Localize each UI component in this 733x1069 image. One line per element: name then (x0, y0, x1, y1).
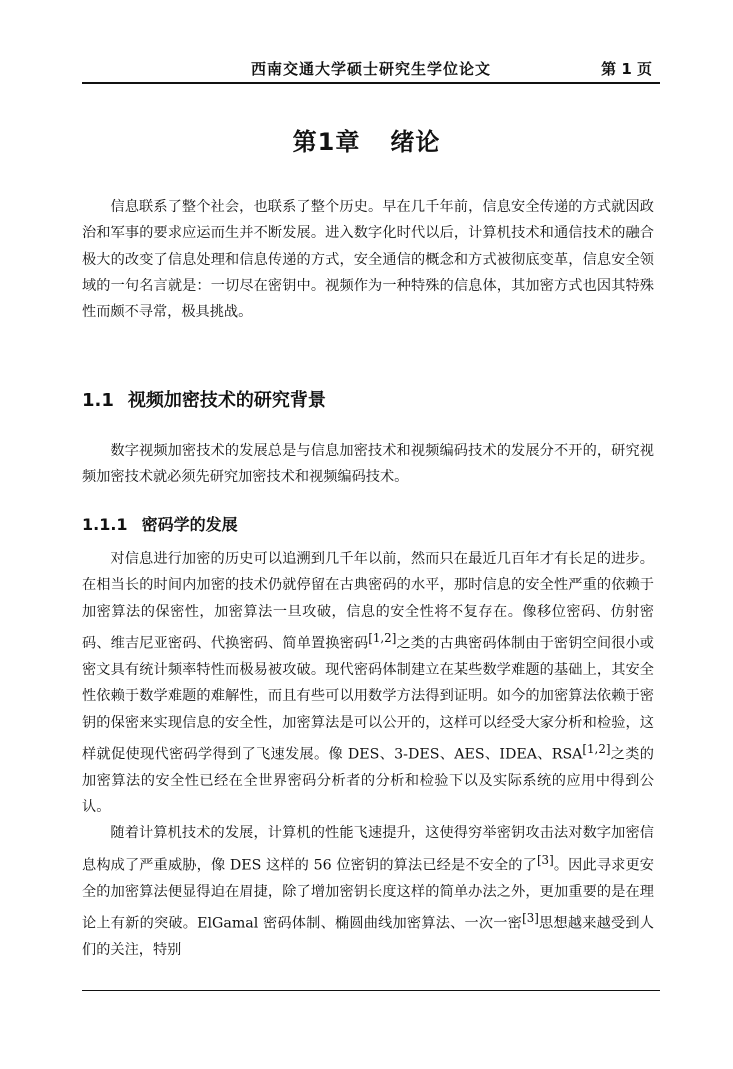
section-1-1-paragraph: 数字视频加密技术的发展总是与信息加密技术和视频编码技术的发展分不开的，研究视频加密技术就必须先研究加密技术和视频编码技术。 (82, 443, 654, 486)
chapter-number: 第1章 (292, 128, 361, 156)
paragraph-1-text-a: 对信息进行加密的历史可以追溯到几千年以前，然而只在最近几百年才有长足的进步。在相当长的时间内加密的技术仍就停留在古典密码的水平，那时信息的安全性严重的依赖于加密算法的保密性，加密算法一旦攻破，信息的安全性将不复存在。像移位密码、仿射密码、维吉尼亚密码、代换密码、简单置换密码 (82, 551, 654, 652)
paragraph-2 (82, 820, 654, 963)
paragraph-2-text-a: 随着计算机技术的发展，计算机的性能飞速提升，这使得穷举密钥攻击法对数字加密信息构成了严重威胁，像 DES 这样的 56 位密钥的算法已经是不安全的了 (82, 825, 654, 874)
paragraph-1-text-c: 之类的加密算法的安全性已经在全世界密码分析者的分析和检验下以及实际系统的应用中得到公认。 (82, 746, 654, 816)
chapter-title (0, 122, 733, 157)
paragraph-1 (82, 546, 654, 820)
subsection-title: 密码学的发展 (141, 515, 238, 534)
citation-ref: [3] (536, 852, 554, 867)
citation-ref: [3] (522, 911, 539, 926)
subsection-number: 1.1.1 (82, 515, 128, 534)
section-heading-1-1-1 (82, 512, 238, 535)
paragraph-2-text-c: 思想越来越受到人们的关注，特别 (82, 915, 654, 959)
intro-block (82, 194, 654, 325)
intro-paragraph: 信息联系了整个社会，也联系了整个历史。早在几千年前，信息安全传递的方式就因政治和军事的要求应运而生并不断发展。进入数字化时代以后，计算机技术和通信技术的融合极大的改变了信息处理和信息传递的方式，安全通信的概念和方式被彻底变革，信息安全领域的一句名言就是：一切尽在密钥中。视频作为一种特殊的信息体，其加密方式也因其特殊性而颇不寻常，极具挑战。 (82, 199, 654, 321)
citation-ref: [1,2] (368, 630, 397, 645)
chapter-name: 绪论 (390, 128, 441, 156)
section-1-1-block (82, 438, 654, 491)
footer-rule (82, 990, 660, 991)
paragraph-2-text-b: 。因此寻求更安全的加密算法便显得迫在眉捷，除了增加密钥长度这样的简单办法之外，更加重要的是在理论上有新的突破。ElGamal 密码体制、椭圆曲线加密算法、一次一密 (82, 857, 654, 932)
section-heading-1-1 (82, 386, 326, 412)
header-title: 西南交通大学硕士研究生学位论文 (250, 60, 491, 78)
section-title: 视频加密技术的研究背景 (127, 390, 326, 411)
section-number: 1.1 (82, 390, 114, 411)
citation-ref: [1,2] (582, 741, 611, 756)
section-1-1-1-block (82, 546, 654, 963)
paragraph-1-text-b: 之类的古典密码体制由于密钥空间很小或密文具有统计频率特性而极易被攻破。现代密码体制建立在某些数学难题的基础上，其安全性依赖于数学难题的难解性，而且有些可以用数学方法得到证明。如今的加密算法依赖于密钥的保密来实现信息的安全性，加密算法是可以公开的，这样可以经受大家分析和检验，这样就促使现代密码学得到了飞速发展。像 DES、3-DES、AES、IDEA、RSA (82, 635, 654, 763)
header-page-number: 第 1 页 (601, 60, 652, 78)
page-header (82, 56, 660, 84)
